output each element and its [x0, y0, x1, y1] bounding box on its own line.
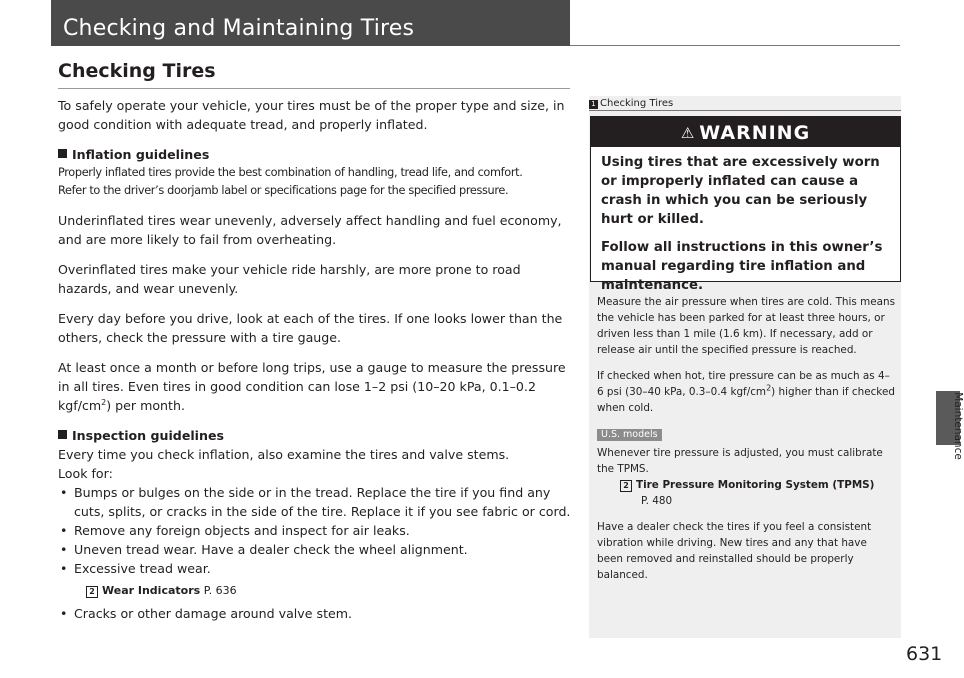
- chapter-header: [51, 0, 570, 46]
- warning-paragraph-2: Follow all instructions in this owner’s manual regarding tire inflation and maintenance.: [601, 240, 883, 293]
- look-for-label: Look for:: [58, 466, 113, 481]
- overinflated-paragraph: Overinflated tires make your vehicle ride harshly, are more prone to road hazards, and wear unevenly.: [58, 262, 521, 296]
- header-rule: [570, 45, 900, 46]
- every-day-paragraph: Every day before you drive, look at each of the tires. If one looks lower than the others, check the pressure with a tire gauge.: [58, 311, 563, 345]
- tpms-link-page[interactable]: P. 480: [641, 495, 673, 507]
- bullet-item: • Excessive tread wear.: [58, 559, 574, 578]
- inflation-paragraph-2: Refer to the driver’s doorjamb label or specifications page for the specified pressure.: [58, 184, 509, 197]
- warning-header: ⚠ WARNING: [591, 117, 900, 147]
- underinflated-paragraph: Underinflated tires wear unevenly, adversely affect handling and fuel economy, and are more likely to fail from overheating.: [58, 213, 562, 247]
- page-number: 631: [906, 643, 943, 665]
- bullet-item: • Cracks or other damage around valve stem.: [58, 604, 574, 623]
- inspection-intro: Every time you check inflation, also examine the tires and valve stems.: [58, 447, 510, 462]
- main-column: [58, 96, 574, 623]
- square-bullet-icon: [58, 149, 67, 158]
- cross-reference-icon: 2: [620, 480, 632, 492]
- wear-indicators-link[interactable]: 2 Wear Indicators P. 636: [58, 581, 574, 600]
- bullet-item: • Uneven tread wear. Have a dealer check the wheel alignment.: [58, 540, 574, 559]
- warning-box: [590, 116, 901, 293]
- warning-triangle-icon: ⚠: [680, 124, 696, 142]
- inflation-paragraph-1: Properly inflated tires provide the best combination of handling, tread life, and comfort.: [58, 166, 523, 179]
- chapter-title: Checking and Maintaining Tires: [63, 16, 415, 41]
- note-cold-pressure: Measure the air pressure when tires are cold. This means the vehicle has been parked for at least three hours, or driven less than 1 mile (1.6 km). If necessary, add or release air until the specified pressure is reached.: [597, 296, 895, 356]
- square-bullet-icon: [58, 430, 67, 439]
- inflation-heading: Inflation guidelines: [58, 145, 574, 164]
- bullet-item: • Bumps or bulges on the side or in the tread. Replace the tire if you find any cuts, splits, or cracks in the side of the tire. Replace it if you see fabric or cord.: [58, 483, 574, 521]
- warning-body: [591, 147, 900, 295]
- note-marker-icon: 1: [589, 100, 598, 109]
- tpms-link[interactable]: 2 Tire Pressure Monitoring System (TPMS): [597, 477, 895, 493]
- chapter-tab-label: Maintenance: [951, 392, 964, 460]
- bullet-item: • Remove any foreign objects and inspect for air leaks.: [58, 521, 574, 540]
- sidebar-title: 1 Checking Tires: [589, 98, 673, 109]
- inspection-heading: Inspection guidelines: [58, 426, 574, 445]
- sidebar-rule: [589, 110, 901, 111]
- monthly-paragraph: At least once a month or before long trips, use a gauge to measure the pressure in all tires. Even tires in good condition can lose 1–2 psi (10–20 kPa, 0.1–0.2 kgf/$cm^2$) per month.: [58, 360, 566, 413]
- note-vibration: Have a dealer check the tires if you feel a consistent vibration while driving. New tires and any that have been removed and reinstalled should be properly balanced.: [597, 521, 872, 581]
- cross-reference-icon: 2: [86, 586, 98, 598]
- warning-paragraph-1: Using tires that are excessively worn or improperly inflated can cause a crash in which you can be seriously hurt or killed.: [601, 155, 880, 227]
- note-tpms: Whenever tire pressure is adjusted, you must calibrate the TPMS.: [597, 447, 883, 475]
- section-title: Checking Tires: [58, 60, 216, 82]
- us-models-badge: U.S. models: [597, 429, 662, 441]
- sidebar-notes: [597, 294, 895, 593]
- section-rule: [58, 88, 570, 89]
- intro-paragraph: To safely operate your vehicle, your tires must be of the proper type and size, in good condition with adequate tread, and properly inflated.: [58, 98, 565, 132]
- note-hot-pressure: If checked when hot, tire pressure can be as much as 4–6 psi (30–40 kPa, 0.3–0.4 kgf/$cm^2$) higher than if checked when cold.: [597, 370, 895, 414]
